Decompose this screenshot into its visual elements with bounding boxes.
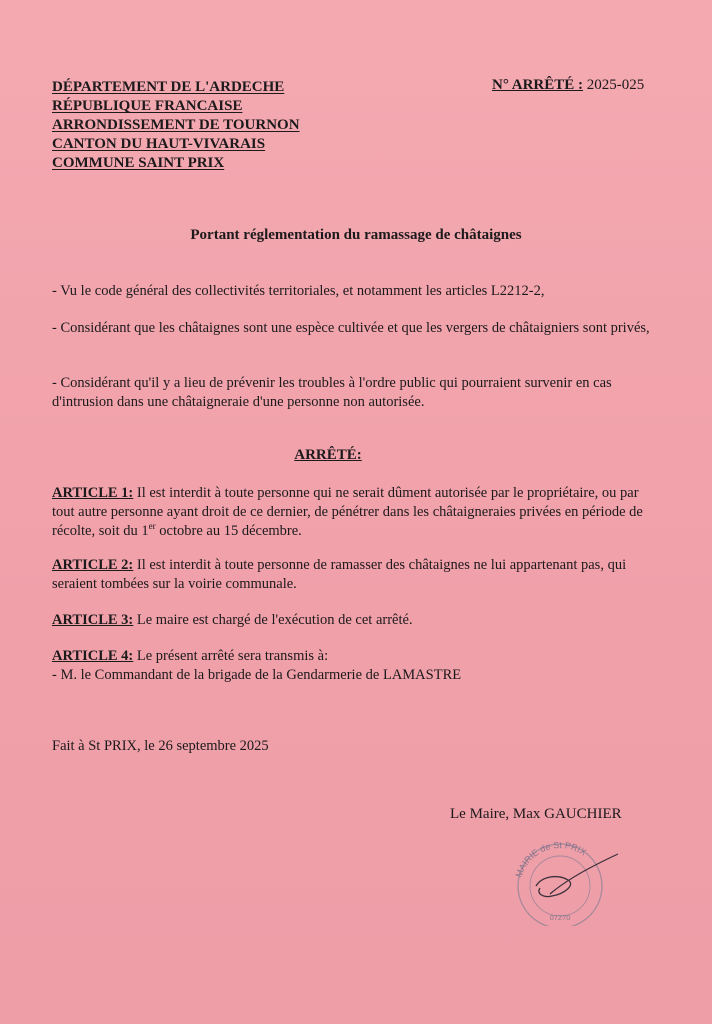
header-canton: CANTON DU HAUT-VIVARAIS [52,136,266,152]
signature-loop [536,877,571,897]
document-title: Portant réglementation du ramassage de châtaignes [190,227,522,243]
arrete-number-label: N° ARRÊTÉ : [492,77,584,93]
header-republique: RÉPUBLIQUE FRANCAISE [52,98,243,114]
article-4-label: ARTICLE 4: [52,648,134,664]
article-4 [52,647,662,685]
mairie-stamp [506,836,618,926]
consideration-ordre-public: - Considérant qu'il y a lieu de prévenir les troubles à l'ordre public qui pourraient survenir en cas d'intrusion dans une châtaigneraie d'une personne non autorisée. [52,375,612,410]
article-2 [52,556,662,594]
stamp-top-text: MAIRIE de St PRIX [513,839,589,879]
arrete-number: 2025-025 [586,77,645,93]
consideration-chataignes-cultivees: - Considérant que les châtaignes sont une espèce cultivée et que les vergers de châtaigniers sont privés, [52,320,650,336]
article-1-text-end: octobre au 15 décembre. [155,523,302,539]
header-arrondissement: ARRONDISSEMENT DE TOURNON [52,117,300,133]
article-1 [52,484,662,541]
signature-stroke [550,854,618,894]
article-2-label: ARTICLE 2: [52,557,134,573]
arrete-heading: ARRÊTÉ: [294,447,362,463]
article-3-text: Le maire est chargé de l'exécution de cet arrêté. [133,612,413,628]
article-2-text: Il est interdit à toute personne de ramasser des châtaignes ne lui appartenant pas, qui seraient tombées sur la voirie communale. [52,557,627,592]
article-4-recipient: - M. le Commandant de la brigade de la Gendarmerie de LAMASTRE [52,667,462,683]
header-departement: DÉPARTEMENT DE L'ARDECHE [52,79,285,95]
article-3-label: ARTICLE 3: [52,612,134,628]
signatory-line: Le Maire, Max GAUCHIER [450,806,622,822]
header-admin-block [52,78,300,173]
stamp-postal-code: 07270 [549,913,571,922]
article-1-text: Il est interdit à toute personne qui ne serait dûment autorisée par le propriétaire, ou par tout autre personne ayant droit de ce dernier, de pénétrer dans les châtaigneraies privées en période de récolte, soit du 1 [52,485,643,539]
header-commune: COMMUNE SAINT PRIX [52,155,225,171]
article-1-sup: er [148,521,156,532]
consideration-vu-code: - Vu le code général des collectivités territoriales, et notamment les articles L2212-2, [52,283,545,299]
place-date: Fait à St PRIX, le 26 septembre 2025 [52,738,269,754]
article-1-label: ARTICLE 1: [52,485,134,501]
article-4-text: Le présent arrêté sera transmis à: [133,648,329,664]
arrete-number-block [492,77,644,94]
article-3 [52,611,662,630]
